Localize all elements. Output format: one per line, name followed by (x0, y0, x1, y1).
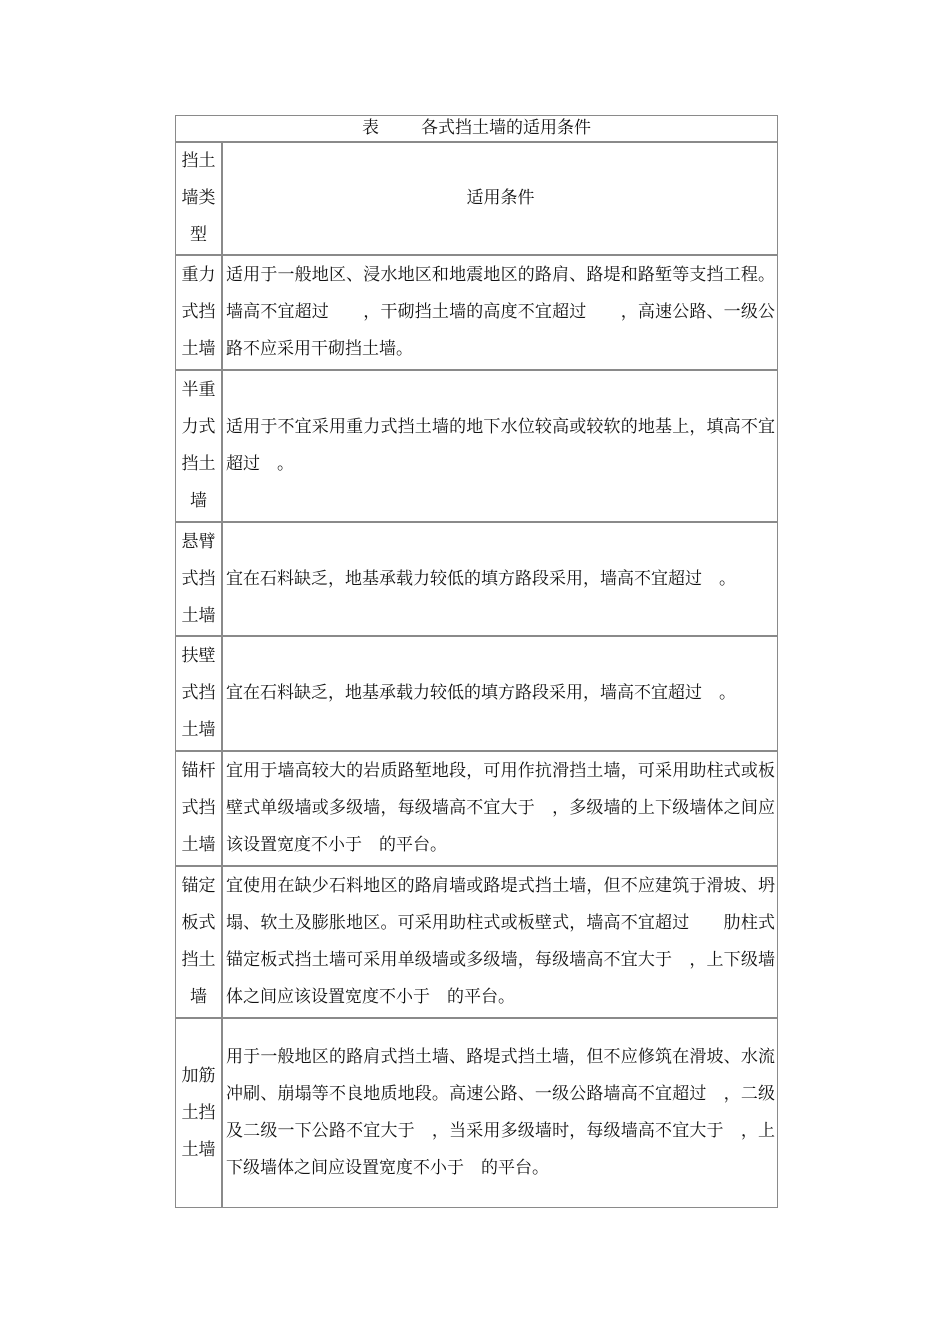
condition-text: 用于一般地区的路肩式挡土墙、路堤式挡土墙，但不应修筑在滑坡、水流冲刷、崩塌等不良地质地段。高速公路、一级公路墙高不宜超过 ，二级及二级一下公路不宜大于 ，当采用多级墙时，每级墙高不宜大于 ，上下级墙体之间应设置宽度不小于 的平台。 (226, 1047, 775, 1178)
condition-cell (223, 256, 777, 369)
table-row (176, 867, 777, 1019)
condition-text: 宜用于墙高较大的岩质路堑地段，可用作抗滑挡土墙，可采用助柱式或板壁式单级墙或多级墙，每级墙高不宜大于 ，多级墙的上下级墙体之间应该设置宽度不小于 的平台。 (226, 761, 775, 855)
header-type-cell: 挡土 墙类 型 (176, 143, 223, 254)
condition-text: 宜在石料缺乏，地基承载力较低的填方路段采用，墙高不宜超过 。 (226, 568, 736, 589)
table-title-text: 各式挡土墙的适用条件 (421, 118, 591, 138)
condition-cell (223, 371, 777, 521)
header-condition-label: 适用条件 (466, 188, 535, 208)
wall-type-cell: 锚杆 式挡 土墙 (176, 752, 223, 865)
table-title (176, 116, 777, 143)
condition-cell (223, 523, 777, 635)
condition-text: 宜使用在缺少石料地区的路肩墙或路堤式挡土墙，但不应建筑于滑坡、坍塌、软土及膨胀地区。可采用助柱式或板壁式，墙高不宜超过 肋柱式锚定板式挡土墙可采用单级墙或多级墙，每级墙高不宜大于 ，上下级墙体之间应该设置宽度不小于 的平台。 (226, 876, 775, 1007)
condition-cell (223, 637, 777, 750)
wall-type-cell: 扶壁 式挡 土墙 (176, 637, 223, 750)
table-row (176, 256, 777, 371)
header-condition-cell (223, 143, 777, 254)
table-row (176, 523, 777, 637)
table-row (176, 637, 777, 752)
condition-cell (223, 1019, 777, 1207)
condition-cell (223, 752, 777, 865)
wall-type-cell: 锚定 板式 挡土 墙 (176, 867, 223, 1017)
condition-text: 宜在石料缺乏，地基承载力较低的填方路段采用，墙高不宜超过 。 (226, 683, 736, 703)
table-row (176, 752, 777, 867)
table-header-row (176, 143, 777, 256)
retaining-wall-table (175, 115, 778, 1208)
table-row (176, 1019, 777, 1207)
table-title-prefix: 表 (362, 118, 379, 138)
wall-type-cell: 半重 力式 挡土 墙 (176, 371, 223, 521)
condition-cell (223, 867, 777, 1017)
wall-type-cell: 加筋 土挡 土墙 (176, 1019, 223, 1207)
condition-text: 适用于不宜采用重力式挡土墙的地下水位较高或较软的地基上，填高不宜超过 。 (226, 417, 775, 474)
table-row (176, 371, 777, 523)
condition-text: 适用于一般地区、浸水地区和地震地区的路肩、路堤和路堑等支挡工程。墙高不宜超过 ，干砌挡土墙的高度不宜超过 ，高速公路、一级公路不应采用干砌挡土墙。 (226, 265, 775, 359)
wall-type-cell: 悬臂 式挡 土墙 (176, 523, 223, 635)
wall-type-cell: 重力 式挡 土墙 (176, 256, 223, 369)
